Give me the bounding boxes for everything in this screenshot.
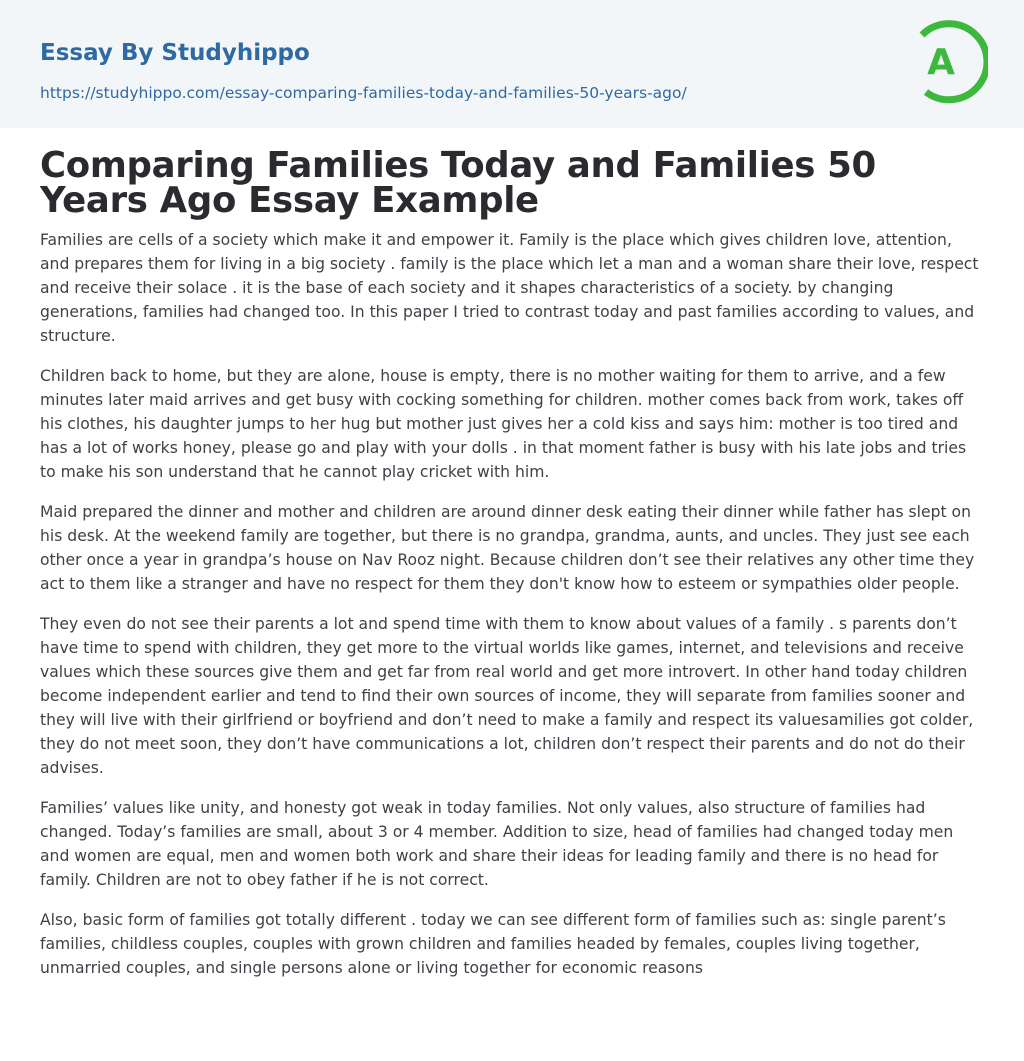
- site-header: [0, 0, 1024, 128]
- source-url-link[interactable]: https://studyhippo.com/essay-comparing-families-today-and-families-50-years-ago/: [40, 84, 687, 102]
- essay-paragraph: Children back to home, but they are alone, house is empty, there is no mother waiting for them to arrive, and a few minutes later maid arrives and get busy with cocking something for children. mother comes back from work, takes off his clothes, his daughter jumps to her hug but mother just gives her a cold kiss and says him: mother is too tired and has a lot of works honey, please go and play with your dolls . in that moment father is busy with his late jobs and tries to make his son understand that he cannot play cricket with him.: [40, 367, 967, 481]
- essay-paragraph: Also, basic form of families got totally different . today we can see different form of families such as: single parent’s families, childless couples, couples with grown children and families headed by females, couples living together, unmarried couples, and single persons alone or living together for economic reasons: [40, 911, 946, 977]
- essay-paragraph: Families’ values like unity, and honesty got weak in today families. Not only values, also structure of families had changed. Today’s families are small, about 3 or 4 member. Addition to size, head of families had changed today men and women are equal, men and women both work and share their ideas for leading family and there is no head for family. Children are not to obey father if he is not correct.: [40, 799, 954, 889]
- essay-paragraph: Families are cells of a society which make it and empower it. Family is the place which gives children love, attention, and prepares them for living in a big society . family is the place which let a man and a woman share their love, respect and receive their solace . it is the base of each society and it shapes characteristics of a society. by changing generations, families had changed too. In this paper I tried to contrast today and past families according to values, and structure.: [40, 231, 979, 345]
- essay-paragraph: They even do not see their parents a lot and spend time with them to know about values of a family . s parents don’t have time to spend with children, they get more to the virtual worlds like games, internet, and televisions and receive values which these sources give them and get far from real world and get more introvert. In other hand today children become independent earlier and tend to find their own sources of income, they will separate from families sooner and they will live with their girlfriend or boyfriend and don’t need to make a family and respect its valuesamilies got colder, they do not meet soon, they don’t have communications a lot, children don’t respect their parents and do not do their advises.: [40, 615, 974, 777]
- studyhippo-logo-icon[interactable]: [908, 18, 988, 106]
- essay-title: Comparing Families Today and Families 50 Years Ago Essay Example: [40, 145, 876, 221]
- brand-title[interactable]: Essay By Studyhippo: [40, 40, 310, 66]
- essay-body: [40, 228, 984, 980]
- logo-letter: A: [927, 42, 955, 83]
- main-content: [0, 128, 1024, 980]
- essay-paragraph: Maid prepared the dinner and mother and children are around dinner desk eating their dinner while father has slept on his desk. At the weekend family are together, but there is no grandpa, grandma, aunts, and uncles. They just see each other once a year in grandpa’s house on Nav Rooz night. Because children don’t see their relatives any other time they act to them like a stranger and have no respect for them they don't know how to esteem or sympathies older people.: [40, 503, 975, 593]
